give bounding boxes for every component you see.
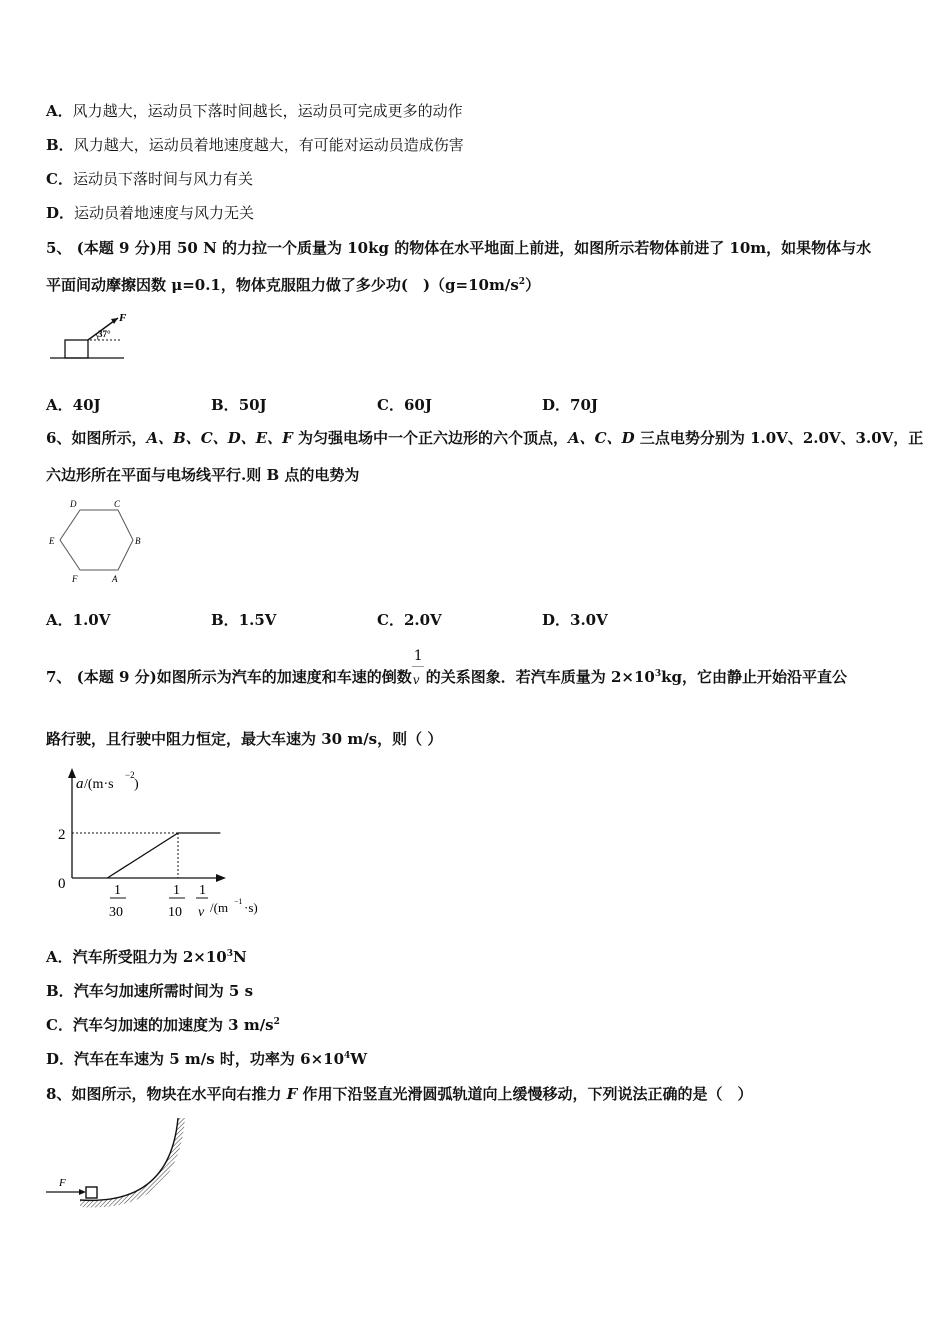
q7-line1-sup: 3 bbox=[654, 669, 662, 679]
q5-option-a-label: A． bbox=[46, 396, 73, 414]
q6-line1-b: 为匀强电场中一个正六边形的六个顶点， bbox=[292, 429, 569, 447]
q7-x-tick2-den: 10 bbox=[168, 905, 182, 920]
q7-option-a-tail: N bbox=[233, 948, 247, 966]
q7-frac-bar bbox=[412, 666, 424, 667]
q7-y-axis bbox=[68, 768, 76, 878]
q7-x-axis-den: v bbox=[198, 905, 205, 920]
q7-y-tick-2: 2 bbox=[58, 827, 66, 843]
q6-line1-a: 如图所示， bbox=[71, 429, 147, 447]
q6-line2: 六边形所在平面与电场线平行.则 B 点的电势为 bbox=[46, 466, 360, 484]
q7-option-b-label: B． bbox=[46, 982, 74, 1000]
q7-origin-label: 0 bbox=[58, 876, 66, 892]
q8-stem bbox=[46, 1084, 753, 1104]
q8-number: 8、 bbox=[46, 1085, 72, 1103]
q6-option-c-label: C． bbox=[377, 611, 404, 629]
q7-number: 7、 bbox=[46, 668, 72, 686]
q6-label-f: F bbox=[72, 574, 78, 584]
q5-option-c-label: C． bbox=[377, 396, 404, 414]
q7-x-axis-label bbox=[196, 883, 258, 920]
q7-x-axis-num: 1 bbox=[199, 883, 206, 898]
q7-x-tick1-den: 30 bbox=[109, 905, 123, 920]
q5-option-b-text: 50J bbox=[238, 396, 267, 414]
q4-option-a-text: 风力越大，运动员下落时间越长，运动员可完成更多的动作 bbox=[72, 102, 463, 120]
q7-y-axis-unit: /(m·s bbox=[84, 777, 114, 792]
q7-option-a-text: 汽车所受阻力为 2×10 bbox=[72, 948, 227, 966]
q7-x-axis-exp: −1 bbox=[234, 897, 243, 906]
q4-option-d-label: D． bbox=[46, 204, 75, 222]
q7-option-b-text: 汽车匀加速所需时间为 5 s bbox=[73, 982, 254, 1000]
q4-option-b bbox=[46, 135, 464, 155]
q6-number: 6、 bbox=[46, 429, 72, 447]
q4-option-c-text: 运动员下落时间与风力有关 bbox=[72, 170, 253, 188]
q6-label-e: E bbox=[49, 536, 55, 546]
q5-angle-label: 37° bbox=[98, 329, 111, 339]
q7-frac-den: v bbox=[412, 673, 420, 687]
q7-line1-b: 的关系图象．若汽车质量为 2×10 bbox=[425, 668, 655, 686]
q6-option-b-label: B． bbox=[211, 611, 239, 629]
q7-line2: 路行驶，且行驶中阻力恒定，最大车速为 30 m/s，则（ ） bbox=[46, 730, 443, 748]
q7-option-a bbox=[46, 947, 247, 967]
q4-option-c bbox=[46, 169, 253, 189]
q6-stem-line2 bbox=[46, 465, 359, 485]
q7-series-line bbox=[107, 833, 220, 878]
q5-figure bbox=[46, 306, 136, 366]
q6-option-c bbox=[377, 610, 442, 630]
q4-option-b-text: 风力越大，运动员着地速度越大，有可能对运动员造成伤害 bbox=[73, 136, 464, 154]
q7-x-axis-close: ·s) bbox=[244, 900, 258, 915]
q7-option-b bbox=[46, 981, 253, 1001]
q5-stem-line1 bbox=[46, 238, 871, 258]
q7-y-axis-exp: −2 bbox=[125, 770, 135, 780]
q5-option-a bbox=[46, 395, 101, 415]
q5-line1: (本题 9 分)用 50 N 的力拉一个质量为 10kg 的物体在水平地面上前进，如图所示若物体前进了 10m，如果物体与水 bbox=[76, 239, 872, 257]
q6-option-c-text: 2.0V bbox=[403, 611, 442, 629]
q6-line1-c: 三点电势分别为 1.0V、2.0V、3.0V，正 bbox=[634, 429, 924, 447]
q6-stem-line1 bbox=[46, 428, 923, 448]
q7-option-d-text: 汽车在车速为 5 m/s 时，功率为 6×10 bbox=[74, 1050, 345, 1068]
q7-chart bbox=[46, 764, 276, 928]
q4-option-a-label: A． bbox=[46, 102, 73, 120]
q4-option-a bbox=[46, 101, 463, 121]
q7-x-axis bbox=[72, 874, 226, 882]
q5-option-b bbox=[211, 395, 267, 415]
q7-x-axis-unit: /(m bbox=[210, 900, 229, 915]
q7-option-d-label: D． bbox=[46, 1050, 75, 1068]
q6-option-a bbox=[46, 610, 110, 630]
q7-y-axis-close: ) bbox=[134, 777, 139, 792]
q5-option-d-text: 70J bbox=[570, 396, 598, 414]
q6-option-b-text: 1.5V bbox=[238, 611, 277, 629]
q4-option-d bbox=[46, 203, 254, 223]
q7-stem-line1 bbox=[46, 648, 848, 688]
q7-frac-num: 1 bbox=[413, 648, 423, 664]
q6-acd: A、C、D bbox=[568, 429, 635, 447]
q7-option-a-label: A． bbox=[46, 948, 73, 966]
q7-option-d-tail: W bbox=[350, 1050, 368, 1068]
q6-option-a-label: A． bbox=[46, 611, 73, 629]
q7-x-tick-1-10 bbox=[168, 883, 185, 920]
q5-option-c-text: 60J bbox=[403, 396, 432, 414]
q6-option-d-label: D． bbox=[542, 611, 571, 629]
q6-label-d: D bbox=[70, 499, 77, 509]
q6-option-b bbox=[211, 610, 276, 630]
q7-inline-fraction bbox=[412, 648, 426, 688]
q8-text-a: 如图所示，物块在水平向右推力 bbox=[71, 1085, 287, 1103]
q5-option-b-label: B． bbox=[211, 396, 239, 414]
q5-option-a-text: 40J bbox=[72, 396, 101, 414]
q8-force-label: F bbox=[59, 1177, 66, 1189]
q6-hexagon-figure bbox=[46, 496, 146, 588]
q5-line2-end: ） bbox=[525, 276, 541, 294]
q5-stem-line2 bbox=[46, 275, 540, 295]
q7-option-d bbox=[46, 1049, 367, 1069]
q7-x-tick1-num: 1 bbox=[114, 883, 121, 898]
q5-line2-sup: 2 bbox=[518, 277, 526, 287]
q8-figure bbox=[44, 1114, 194, 1208]
q7-stem-line2 bbox=[46, 729, 442, 749]
q6-label-a: A bbox=[112, 574, 118, 584]
q7-x-tick-1-30 bbox=[109, 883, 126, 920]
q4-option-b-label: B． bbox=[46, 136, 74, 154]
q7-option-a-sup: 3 bbox=[226, 949, 234, 959]
q6-label-b: B bbox=[135, 536, 141, 546]
q4-option-c-label: C． bbox=[46, 170, 73, 188]
q8-text-b: 作用下沿竖直光滑圆弧轨道向上缓慢移动，下列说法正确的是（ ） bbox=[297, 1085, 753, 1103]
q7-line1-c: kg，它由静止开始沿平直公 bbox=[661, 668, 848, 686]
q5-line2: 平面间动摩擦因数 μ=0.1，物体克服阻力做了多少功( )（g=10m/s bbox=[46, 276, 519, 294]
q6-option-d-text: 3.0V bbox=[570, 611, 608, 629]
q7-line1-a: (本题 9 分)如图所示为汽车的加速度和车速的倒数 bbox=[76, 668, 412, 686]
q7-option-c bbox=[46, 1015, 280, 1035]
q6-option-d bbox=[542, 610, 608, 630]
q5-option-d-label: D． bbox=[542, 396, 571, 414]
q6-vertices: A、B、C、D、E、F bbox=[146, 429, 293, 447]
q4-option-d-text: 运动员着地速度与风力无关 bbox=[74, 204, 255, 222]
q6-option-a-text: 1.0V bbox=[72, 611, 111, 629]
q5-number: 5、 bbox=[46, 239, 72, 257]
q6-label-c: C bbox=[114, 499, 121, 509]
q5-force-label: F bbox=[119, 312, 127, 324]
q7-option-d-sup: 4 bbox=[344, 1051, 351, 1061]
q7-y-axis-a: a bbox=[76, 776, 84, 792]
q7-option-c-label: C． bbox=[46, 1016, 73, 1034]
q5-option-d bbox=[542, 395, 598, 415]
q8-force-symbol: F bbox=[286, 1085, 298, 1103]
q7-option-c-sup: 2 bbox=[273, 1017, 280, 1027]
q5-option-c bbox=[377, 395, 432, 415]
q8-block bbox=[86, 1187, 97, 1198]
q7-x-tick2-num: 1 bbox=[173, 883, 180, 898]
q7-option-c-text: 汽车匀加速的加速度为 3 m/s bbox=[72, 1016, 274, 1034]
